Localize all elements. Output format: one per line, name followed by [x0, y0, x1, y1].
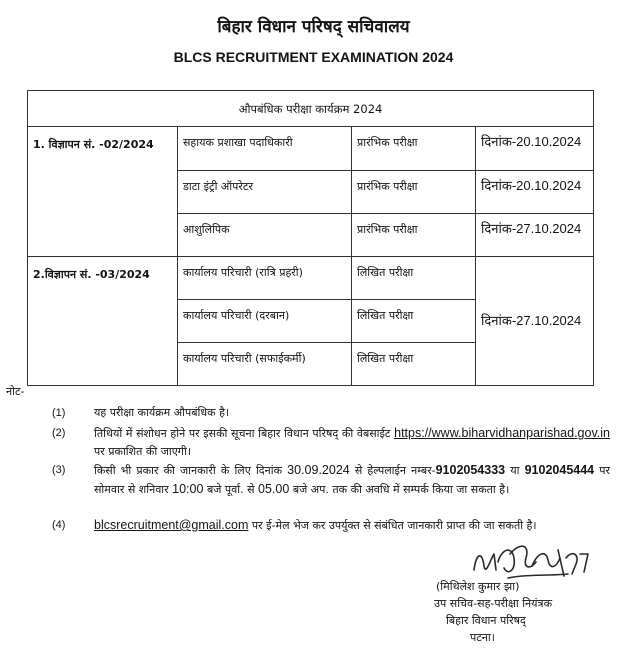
signatory-designation: उप सचिव-सह-परीक्षा नियंत्रक — [434, 597, 553, 610]
exam-date: दिनांक-27.10.2024 — [476, 257, 594, 386]
note-number: (1) — [52, 407, 66, 419]
website-link[interactable]: https://www.biharvidhanparishad.gov.in — [394, 426, 610, 440]
post-name: सहायक प्रशाखा पदाधिकारी — [178, 127, 352, 171]
exam-type: प्रारंभिक परीक्षा — [352, 171, 476, 214]
page-title: बिहार विधान परिषद् सचिवालय — [217, 17, 410, 37]
exam-type: प्रारंभिक परीक्षा — [352, 214, 476, 257]
table-caption: औपबंधिक परीक्षा कार्यक्रम 2024 — [28, 91, 594, 127]
note-item — [94, 404, 610, 422]
advertisement-number: 2.विज्ञापन सं. -03/2024 — [28, 257, 178, 386]
email-link[interactable]: blcsrecruitment@gmail.com — [94, 518, 249, 532]
signatory-name: (मिथिलेश कुमार झा) — [436, 580, 520, 593]
note-text: पर प्रकाशित की जाएगी। — [94, 445, 191, 458]
note-text: बजे अप. तक की अवधि में सम्पर्क किया जा सकता है। — [292, 483, 510, 496]
exam-type: प्रारंभिक परीक्षा — [352, 127, 476, 171]
post-name: कार्यालय परिचारी (सफाईकर्मी) — [178, 343, 352, 386]
note-item — [94, 516, 610, 535]
note-item — [94, 461, 610, 499]
note-number: (3) — [52, 464, 66, 476]
exam-type: लिखित परीक्षा — [352, 257, 476, 300]
signatory-office: बिहार विधान परिषद् — [446, 614, 526, 627]
start-date: 30.09.2024 — [287, 463, 350, 477]
exam-date: दिनांक-27.10.2024 — [476, 214, 594, 257]
exam-type: लिखित परीक्षा — [352, 300, 476, 343]
note-text: किसी भी प्रकार की जानकारी के लिए दिनांक — [94, 464, 283, 477]
page-subtitle: BLCS RECRUITMENT EXAMINATION 2024 — [173, 49, 454, 65]
helpline-number: 9102054333 — [435, 463, 506, 477]
end-time: 05.00 — [258, 482, 290, 496]
note-text: पर ई-मेल भेज कर उपर्युक्त से संबंधित जानकारी प्राप्त की जा सकती है। — [251, 519, 537, 532]
exam-type: लिखित परीक्षा — [352, 343, 476, 386]
note-number: (2) — [52, 427, 66, 439]
exam-schedule-table — [27, 90, 594, 386]
note-item — [94, 424, 610, 461]
exam-date: दिनांक-20.10.2024 — [476, 171, 594, 214]
note-text: पर सोमवार से शनिवार — [94, 464, 611, 496]
post-name: कार्यालय परिचारी (रात्रि प्रहरी) — [178, 257, 352, 300]
note-text: या — [510, 464, 520, 477]
post-name: आशुलिपिक — [178, 214, 352, 257]
advertisement-number: 1. विज्ञापन सं. -02/2024 — [28, 127, 178, 257]
helpline-number: 9102045444 — [524, 463, 595, 477]
post-name: कार्यालय परिचारी (दरबान) — [178, 300, 352, 343]
note-text: से हेल्पलाईन नम्बर- — [354, 464, 436, 477]
post-name: डाटा इंट्री ऑपरेटर — [178, 171, 352, 214]
note-text: यह परीक्षा कार्यक्रम औपबंधिक है। — [94, 406, 230, 419]
note-text: तिथियों में संशोधन होने पर इसकी सूचना बिहार विधान परिषद् की वेबसाईट — [94, 427, 391, 440]
exam-date: दिनांक-20.10.2024 — [476, 127, 594, 171]
signatory-place: पटना। — [470, 631, 495, 644]
signature-block — [400, 578, 627, 646]
note-number: (4) — [52, 519, 66, 531]
start-time: 10:00 — [172, 482, 204, 496]
note-text: बजे पूर्वा. से — [206, 483, 255, 496]
note-label: नोट- — [6, 385, 25, 398]
